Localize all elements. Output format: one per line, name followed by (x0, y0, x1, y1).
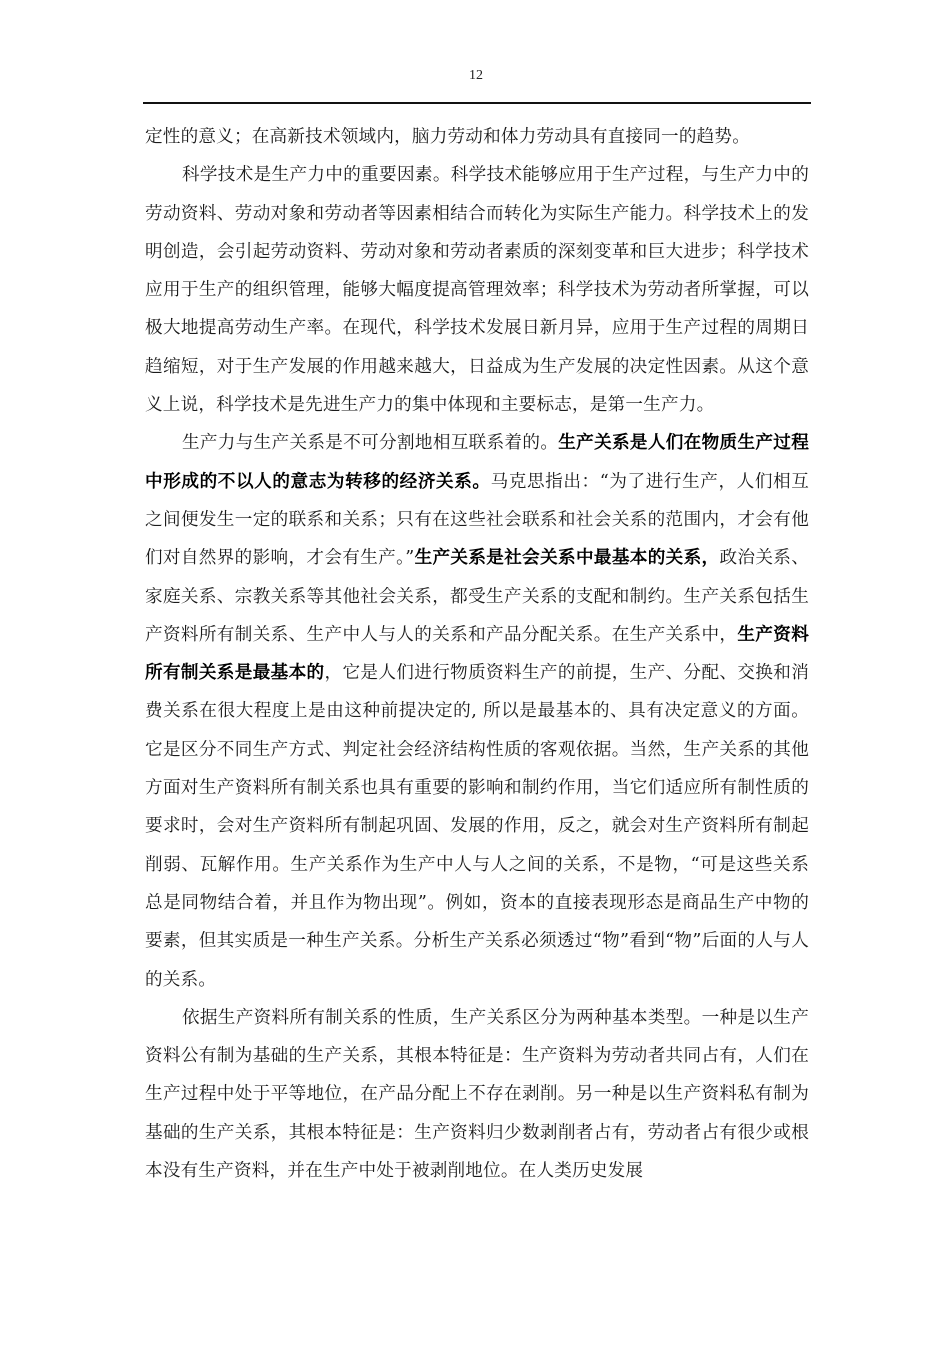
text-run: 科学技术是生产力中的重要因素。科学技术能够应用于生产过程，与生产力中的劳动资料、劳动对象和劳动者等因素相结合而转化为实际生产能力。科学技术上的发明创造，会引起劳动资料、劳动对象和劳动者素质的深刻变革和巨大进步；科学技术应用于生产的组织管理，能够大幅度提高管理效率；科学技术为劳动者所掌握，可以极大地提高劳动生产率。在现代，科学技术发展日新月异，应用于生产过程的周期日趋缩短，对于生产发展的作用越来越大，日益成为生产发展的决定性因素。从这个意义上说，科学技术是先进生产力的集中体现和主要标志，是第一生产力。 (145, 165, 809, 416)
page-number: 12 (469, 68, 483, 83)
body-text (145, 118, 809, 1190)
text-run: 定性的意义；在高新技术领域内，脑力劳动和体力劳动具有直接同一的趋势。 (145, 127, 750, 147)
text-run: 政治关系、家庭关系、宗教关系等其他社会关系，都受生产关系的支配和制约。生产关系包括生产资料所有制关系、生产中人与人的关系和产品分配关系。在生产关系中， (145, 548, 809, 645)
paragraph (145, 156, 809, 424)
text-run: 马克思指出：“为了进行生产，人们相互之间便发生一定的联系和关系；只有在这些社会联系和社会关系的范围内，才会有他们对自然界的影响，才会有生产。” (145, 471, 809, 569)
paragraph (145, 424, 809, 998)
text-run: 依据生产资料所有制关系的性质，生产关系区分为两种基本类型。一种是以生产资料公有制为基础的生产关系，其根本特征是：生产资料为劳动者共同占有，人们在生产过程中处于平等地位，在产品分配上不存在剥削。另一种是以生产资料私有制为基础的生产关系，其根本特征是：生产资料归少数剥削者占有，劳动者占有很少或根本没有生产资料，并在生产中处于被剥削地位。在人类历史发展 (145, 1007, 809, 1182)
paragraph (145, 118, 809, 156)
bold-text-run: 生产关系是社会关系中最基本的关系， (414, 547, 720, 569)
bold-text-run: 生产关系是人们在物质生产过程中形成的不以人的意志为转移的经济关系。 (145, 432, 809, 492)
paragraph (145, 999, 809, 1190)
text-run: ，它是人们进行物质资料生产的前提，生产、分配、交换和消费关系在很大程度上是由这种前提决定的, 所以是最基本的、具有决定意义的方面。它是区分不同生产方式、判定社会经济结构性质的客观依据。当然，生产关系的其他方面对生产资料所有制关系也具有重要的影响和制约作用，当它们适应所有制性质的要求时，会对生产资料所有制起巩固、发展的作用，反之，就会对生产资料所有制起削弱、瓦解作用。生产关系作为生产中人与人之间的关系，不是物，“可是这些关系总是同物结合着，并且作为物出现”。例如，资本的直接表现形态是商品生产中物的要素，但其实质是一种生产关系。分析生产关系必须透过“物”看到“物”后面的人与人的关系。 (145, 663, 809, 990)
bold-text-run: 生产资料所有制关系是最基本的 (145, 623, 809, 684)
text-run: 生产力与生产关系是不可分割地相互联系着的。 (181, 433, 559, 454)
header-rule (143, 102, 811, 104)
